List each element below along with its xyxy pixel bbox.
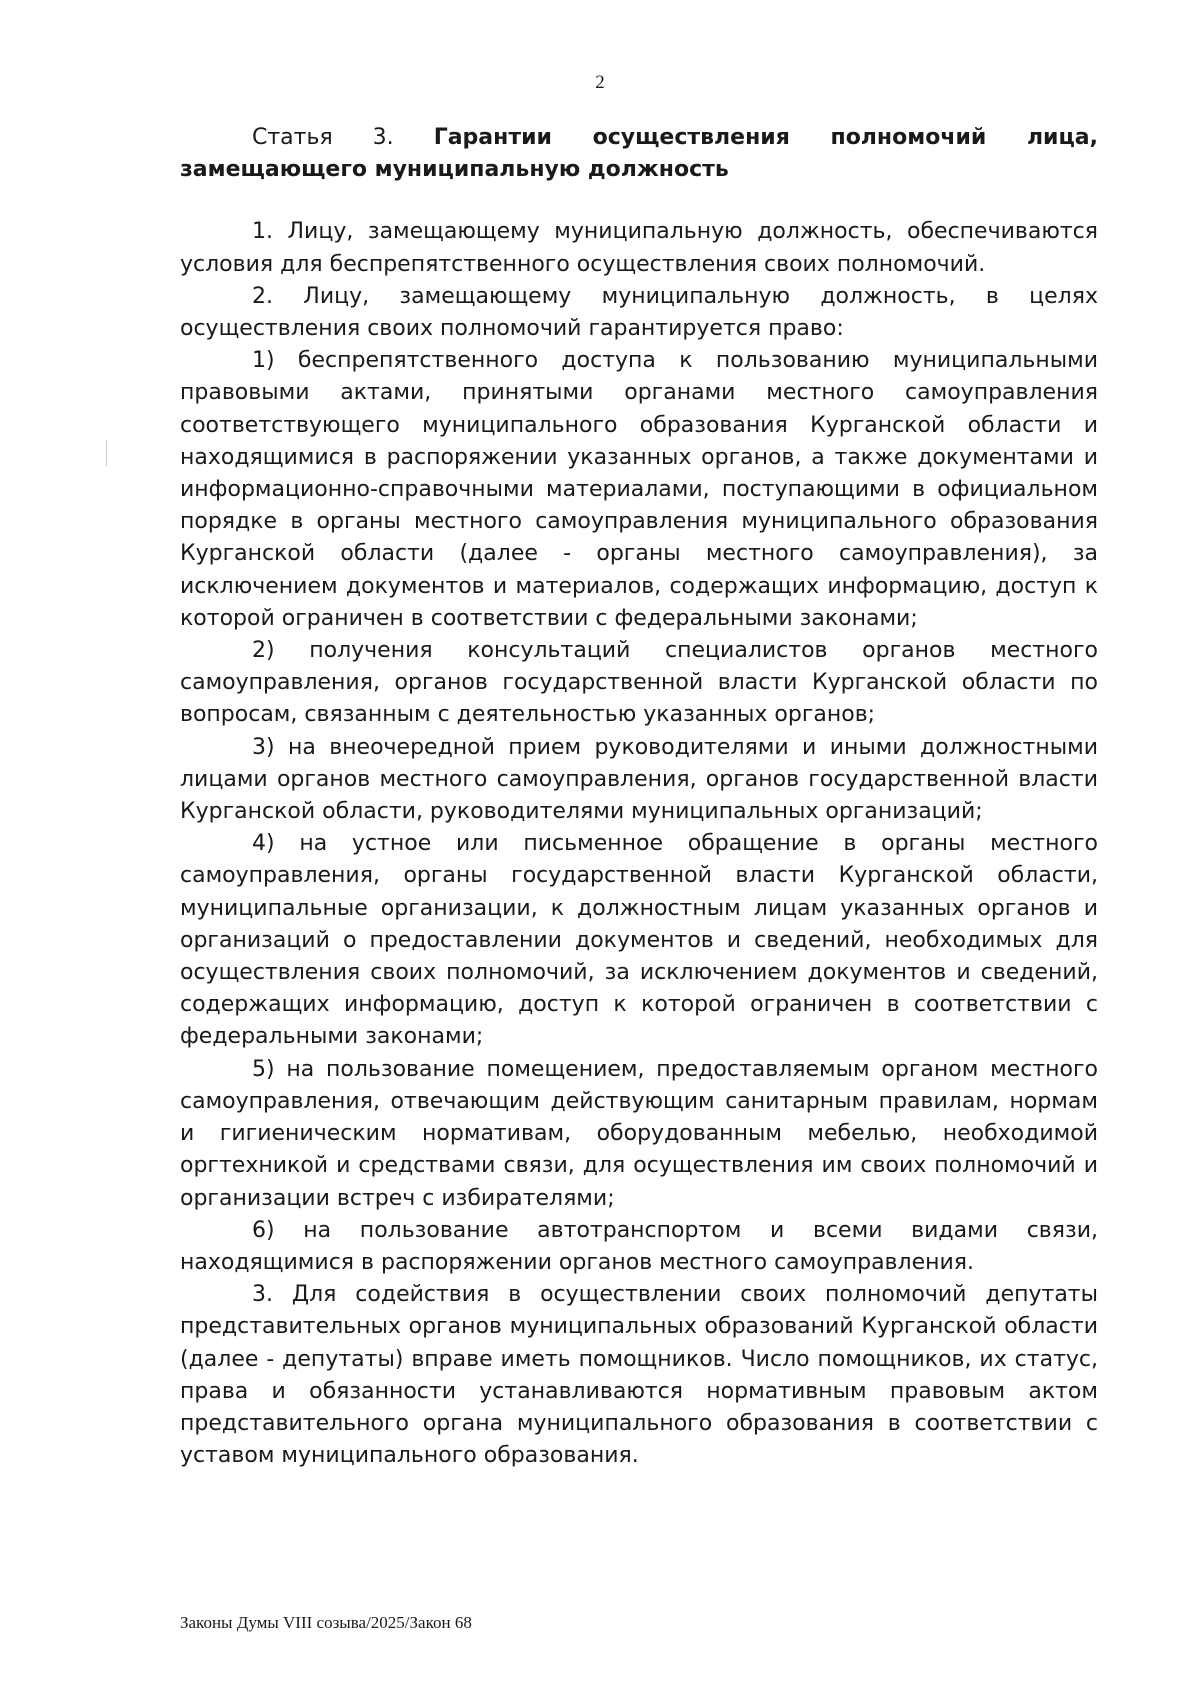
page-number: 2	[595, 72, 605, 93]
paragraph-2: 2. Лицу, замещающему муниципальную должность, в целях осуществления своих полномочий гарантируется право:	[180, 283, 1098, 342]
subparagraph-1: 1) беспрепятственного доступа к пользованию муниципальными правовыми актами, принятыми органами местного самоуправления соответствующего муниципального образования Курганской области и находящимися в распоряжении указанных органов, а также документами и информационно-справочными материалами, поступающими в официальном порядке в органы местного самоуправления муниципального образования Курганской области (далее - органы местного самоуправления), за исключением документов и материалов, содержащих информацию, доступ к которой ограничен в соответствии с федеральными законами;	[180, 348, 1098, 631]
subparagraph-4: 4) на устное или письменное обращение в органы местного самоуправления, органы государственной власти Курганской области, муниципальные организации, к должностным лицам указанных органов и организаций о предоставлении документов и сведений, необходимых для осуществления своих полномочий, за исключением документов и сведений, содержащих информацию, доступ к которой ограничен в соответствии с федеральными законами;	[180, 831, 1098, 1050]
subparagraph-3: 3) на внеочередной прием руководителями и иными должностными лицами органов местного самоуправления, органов государственной власти Курганской области, руководителями муниципальных организаций;	[180, 734, 1098, 825]
article-prefix: Статья 3.	[252, 125, 394, 150]
paragraph-1: 1. Лицу, замещающему муниципальную должность, обеспечиваются условия для беспрепятственного осуществления своих полномочий.	[180, 219, 1098, 277]
subparagraph-5: 5) на пользование помещением, предоставляемым органом местного самоуправления, отвечающим действующим санитарным правилам, нормам и гигиеническим нормативам, оборудованным мебелью, необходимой оргтехникой и средствами связи, для осуществления им своих полномочий и организации встреч с избирателями;	[180, 1056, 1098, 1211]
article-heading	[180, 122, 1098, 186]
article-body	[180, 122, 1098, 1472]
article-title: Гарантии осуществления полномочий лица, замещающего муниципальную должность	[180, 125, 1098, 183]
subparagraph-6: 6) на пользование автотранспортом и всеми видами связи, находящимися в распоряжении органов местного самоуправления.	[180, 1217, 1098, 1275]
subparagraph-2: 2) получения консультаций специалистов органов местного самоуправления, органов государственной власти Курганской области по вопросам, связанным с деятельностью указанных органов;	[180, 638, 1098, 728]
scan-artifact-mark	[106, 440, 107, 466]
footer-document-reference: Законы Думы VIII созыва/2025/Закон 68	[180, 1613, 472, 1632]
paragraph-3: 3. Для содействия в осуществлении своих полномочий депутаты представительных органов муниципальных образований Курганской области (далее - депутаты) вправе иметь помощников. Число помощников, их статус, права и обязанности устанавливаются нормативным правовым актом представительного органа муниципального образования в соответствии с уставом муниципального образования.	[180, 1282, 1098, 1469]
